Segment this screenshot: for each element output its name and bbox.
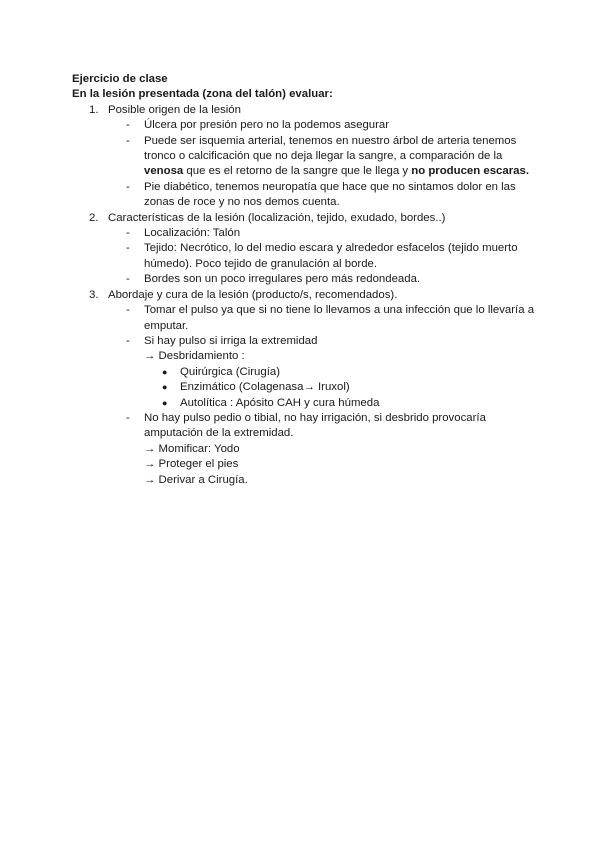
section-2-number: 2. [89,211,99,224]
bullet-item [72,396,542,411]
item-text: Localización: Talón [144,227,241,240]
bullet-item [72,365,542,380]
dash-marker: - [126,242,130,255]
dash-marker: - [126,273,130,286]
list-item [72,334,542,349]
list-item [72,226,542,241]
document-page [72,72,542,488]
dash-marker: - [126,227,130,240]
list-item [72,411,542,442]
list-item [72,118,542,133]
section-1-title: Posible origen de la lesión [108,103,241,116]
item-text: Tomar el pulso ya que si no tiene lo llevamos a una infección que lo llevaría a emputar. [144,304,535,332]
list-item [72,134,542,180]
bullet-text: Quirúrgica (Cirugía) [180,365,281,378]
list-item [72,303,542,334]
bold-term-venosa: venosa [144,165,184,178]
section-3-title: Abordaje y cura de la lesión (producto/s, recomendados). [108,288,398,301]
bullet-item [72,380,542,395]
dash-marker: - [126,119,130,132]
item-text-part: Puede ser isquemia arterial, tenemos en nuestro árbol de arteria tenemos tronco o calcificación que no deja llegar la sangre, a comparación de la [144,134,517,163]
list-item [72,180,542,211]
item-text: Si hay pulso si irriga la extremidad [144,334,318,347]
bullet-marker: ● [162,397,168,408]
list-item [72,272,542,287]
bold-term-escaras: no producen escaras. [411,165,529,178]
section-1-heading [72,103,542,118]
bullet-text: Autolítica : Apósito CAH y cura húmeda [180,396,380,409]
arrow-line: → Derivar a Cirugía. [144,473,248,486]
item-text: Pie diabético, tenemos neuropatía que hace que no sintamos dolor en las zonas de roce y no nos demos cuenta. [144,180,516,209]
list-item [72,241,542,272]
section-2-title: Características de la lesión (localización, tejido, exudado, bordes..) [108,211,446,224]
item-text: Tejido: Necrótico, lo del medio escara y alrededor esfacelos (tejido muerto húmedo). Poco tejido de granulación al borde. [144,242,518,270]
item-text: No hay pulso pedio o tibial, no hay irrigación, si desbrido provocaría amputación de la extremidad. [144,411,486,440]
bullet-text: Enzimático (Colagenasa→ Iruxol) [180,381,350,394]
dash-marker: - [126,334,130,347]
section-2-heading [72,211,542,226]
bullet-marker: ● [162,366,168,377]
dash-marker: - [126,304,130,317]
document-title: Ejercicio de clase [72,73,168,85]
section-3-heading [72,288,542,303]
bullet-marker: ● [162,382,168,393]
document-subtitle: En la lesión presentada (zona del talón) evaluar: [72,88,333,101]
section-1-number: 1. [89,103,99,116]
arrow-line: → Proteger el pies [144,458,239,471]
section-3-number: 3. [89,288,99,301]
arrow-line: → Momificar: Yodo [144,442,240,455]
item-text: Bordes son un poco irregulares pero más redondeada. [144,273,421,286]
dash-marker: - [126,134,130,147]
dash-marker: - [126,180,130,193]
item-text: Úlcera por presión pero no la podemos asegurar [144,119,390,132]
arrow-line-desbridamiento: → Desbridamiento : [144,350,245,363]
dash-marker: - [126,411,130,424]
item-text-part: que es el retorno de la sangre que le llega y [183,165,412,178]
